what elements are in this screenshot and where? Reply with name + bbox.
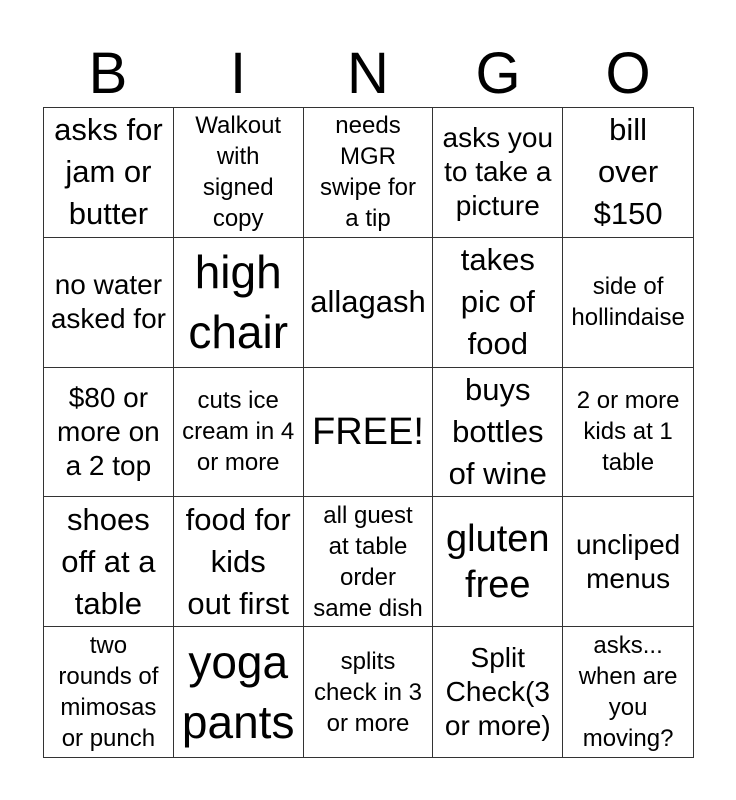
bingo-cell-r3c2[interactable] <box>174 368 304 498</box>
cell-text: all guest at table order same dish <box>313 501 423 622</box>
header-letter-b: B <box>88 41 128 106</box>
bingo-cell-r4c5[interactable] <box>563 497 693 627</box>
bingo-cell-r3c5[interactable] <box>563 368 693 498</box>
cell-text: Split Check(3 or more) <box>444 642 551 742</box>
cell-text: high chair <box>188 246 289 359</box>
cell-text: shoes off at a table <box>61 501 156 621</box>
bingo-cell-r4c4[interactable] <box>433 497 563 627</box>
cell-text: Walkout with signed copy <box>195 112 282 233</box>
header-letter-g: G <box>475 41 521 106</box>
bingo-cell-r3c4[interactable] <box>433 368 563 498</box>
bingo-cell-r4c2[interactable] <box>174 497 304 627</box>
bingo-cell-r1c2[interactable] <box>174 108 304 238</box>
cell-text: food for kids out first <box>185 501 291 621</box>
bingo-cell-r5c5[interactable] <box>563 627 693 757</box>
header-letter-n: N <box>347 41 389 106</box>
cell-text: asks for jam or butter <box>54 112 163 232</box>
cell-text: allagash <box>310 284 426 320</box>
cell-text: 2 or more kids at 1 table <box>576 387 680 477</box>
cell-text: gluten free <box>446 517 550 606</box>
bingo-cell-r4c1[interactable] <box>44 497 174 627</box>
cell-text: two rounds of mimosas or punch <box>58 632 159 753</box>
cell-text: uncliped menus <box>575 528 681 594</box>
cell-text: side of hollindaise <box>571 273 685 332</box>
bingo-cell-r1c4[interactable] <box>433 108 563 238</box>
header-letter-i: I <box>229 41 247 106</box>
bingo-cell-r5c4[interactable] <box>433 627 563 757</box>
cell-text: yoga pants <box>181 636 295 749</box>
cell-text: asks you to take a picture <box>442 122 554 222</box>
cell-text: splits check in 3 or more <box>313 647 423 737</box>
bingo-header <box>43 40 693 108</box>
free-space-text: FREE! <box>312 410 424 453</box>
bingo-cell-r2c1[interactable] <box>44 238 174 368</box>
bingo-cell-r2c3[interactable] <box>304 238 434 368</box>
cell-text: buys bottles of wine <box>448 371 547 491</box>
bingo-cell-r2c2[interactable] <box>174 238 304 368</box>
bingo-cell-r3c1[interactable] <box>44 368 174 498</box>
bingo-cell-r5c1[interactable] <box>44 627 174 757</box>
cell-text: needs MGR swipe for a tip <box>319 112 417 233</box>
bingo-cell-r5c3[interactable] <box>304 627 434 757</box>
cell-text: $80 or more on a 2 top <box>57 381 160 481</box>
cell-text: cuts ice cream in 4 or more <box>182 387 295 477</box>
cell-text: takes pic of food <box>460 242 535 362</box>
bingo-cell-r1c3[interactable] <box>304 108 434 238</box>
bingo-cell-r1c1[interactable] <box>44 108 174 238</box>
bingo-cell-r3c3-free[interactable] <box>304 368 434 498</box>
bingo-cell-r1c5[interactable] <box>563 108 693 238</box>
bingo-cell-r2c5[interactable] <box>563 238 693 368</box>
bingo-cell-r2c4[interactable] <box>433 238 563 368</box>
header-letter-o: O <box>605 41 651 106</box>
bingo-board <box>43 107 694 758</box>
cell-text: bill over $150 <box>593 112 663 232</box>
bingo-cell-r5c2[interactable] <box>174 627 304 757</box>
cell-text: no water asked for <box>50 269 166 335</box>
cell-text: asks... when are you moving? <box>578 632 678 753</box>
bingo-cell-r4c3[interactable] <box>304 497 434 627</box>
